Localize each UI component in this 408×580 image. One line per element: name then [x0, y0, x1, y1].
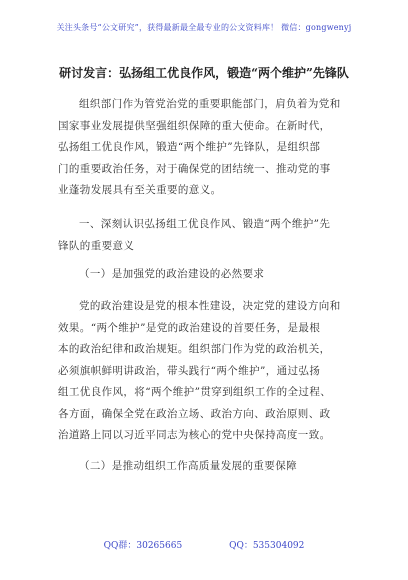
subsection-heading-1 [58, 264, 358, 286]
paragraph-line: 效果。“两个维护”是党的政治建设的首要任务，是最根 [58, 321, 321, 334]
footer-qq: QQ：535304092 [229, 541, 305, 551]
footer-qq-group: QQ群：30265665 [103, 541, 183, 551]
paragraph-line: 组织部门作为管党治党的重要职能部门，肩负着为党和 [79, 98, 341, 110]
section-heading-1 [58, 214, 358, 257]
section-heading-line: 一、深刻认识弘扬组工优良作风、锻造“两个维护”先 [79, 218, 331, 230]
paragraph-political-building [58, 296, 358, 447]
paragraph-line: 国家事业发展提供坚强组织保障的重大使命。在新时代， [58, 119, 331, 132]
subsection-heading-line: （一）是加强党的政治建设的必然要求 [79, 268, 265, 280]
paragraph-line: 各方面，确保全党在政治立场、政治方向、政治原则、政 [58, 407, 331, 420]
paragraph-line: 本的政治纪律和政治规矩。组织部门作为党的政治机关， [58, 343, 331, 355]
document-title: 研讨发言：弘扬组工优良作风，锻造“两个维护”先锋队 [59, 66, 349, 80]
paragraph-line: 业蓬勃发展具有至关重要的意义。 [58, 184, 222, 196]
subsection-heading-2 [58, 456, 358, 478]
paragraph-line: 治道路上同以习近平同志为核心的党中央保持高度一致。 [58, 429, 331, 441]
paragraph-line: 门的重要政治任务，对于确保党的团结统一、推动党的事 [58, 162, 331, 175]
paragraph-line: 必须旗帜鲜明讲政治，带头践行“两个维护”，通过弘扬 [58, 364, 321, 377]
footer-contact [0, 538, 408, 551]
paragraph-line: 党的政治建设是党的根本性建设，决定党的建设方向和 [79, 300, 341, 312]
paragraph-line: 组工优良作风，将“两个维护”贯穿到组织工作的全过程、 [58, 386, 332, 398]
subsection-heading-line: （二）是推动组织工作高质量发展的重要保障 [79, 460, 297, 472]
paragraph-intro [58, 94, 358, 202]
paragraph-line: 弘扬组工优良作风，锻造“两个维护”先锋队，是组织部 [58, 141, 321, 153]
section-heading-line: 锋队的重要意义 [58, 239, 135, 252]
header-promo-note: 关注头条号“公文研究”，获得最新最全最专业的公文资料库！ 微信：gongwenyj [56, 23, 352, 32]
